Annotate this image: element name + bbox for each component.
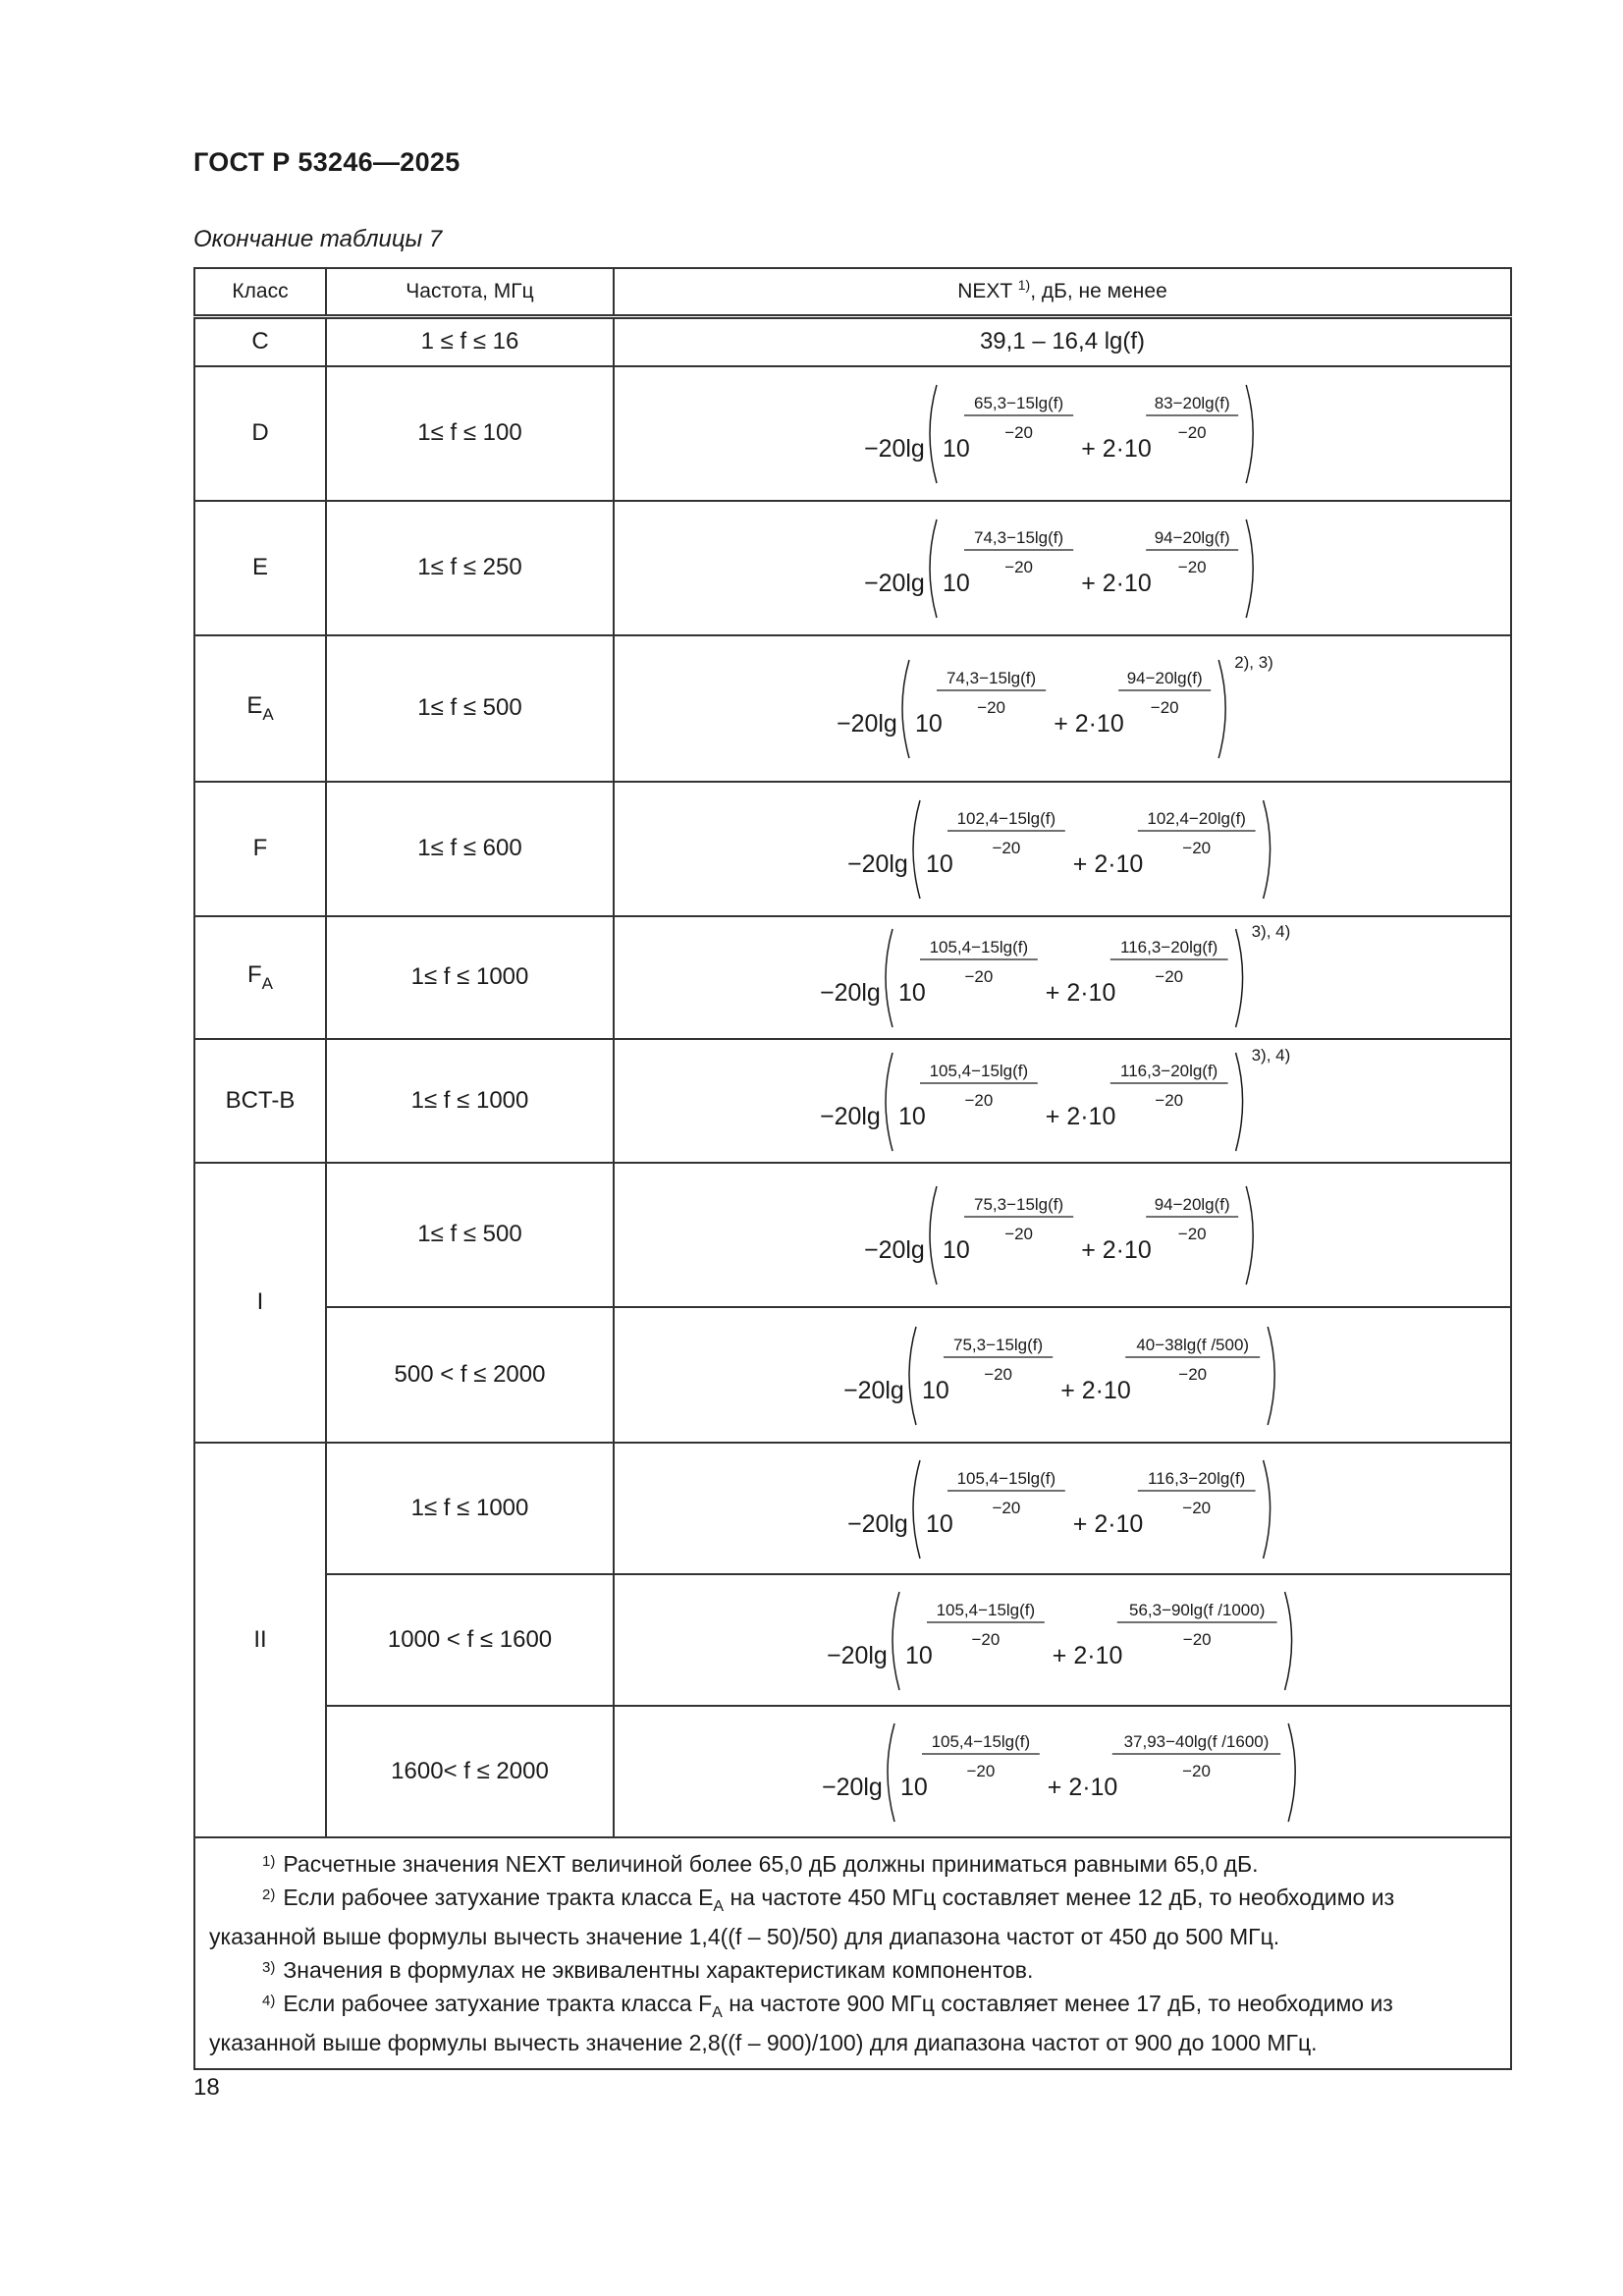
document-header: ГОСТ Р 53246—2025 <box>193 147 460 177</box>
class-cell: II <box>194 1443 326 1837</box>
header-frequency: Частота, МГц <box>326 268 614 317</box>
exponent-2-denominator: −20 <box>1151 697 1180 717</box>
exponent-2-denominator: −20 <box>1182 1761 1212 1780</box>
next-cell <box>614 1163 1511 1307</box>
frequency-cell: 1≤ f ≤ 1000 <box>326 1039 614 1163</box>
class-subscript: A <box>262 704 274 724</box>
table-row <box>194 1574 1511 1706</box>
formula-mid: + 2·10 <box>1048 1773 1118 1801</box>
exponent-1-denominator: −20 <box>977 697 1006 717</box>
exponent-2-denominator: −20 <box>1155 1090 1184 1110</box>
formula-base: 10 <box>943 1235 971 1264</box>
footnote-text: Если рабочее затухание тракта класса E <box>283 1884 714 1910</box>
class-cell: BCT-B <box>194 1039 326 1163</box>
exponent-1-denominator: −20 <box>992 1498 1021 1517</box>
frequency-cell: 1≤ f ≤ 1000 <box>326 1443 614 1574</box>
exponent-1-denominator: −20 <box>1004 422 1034 442</box>
footnote-mark: 3) <box>262 1958 276 1976</box>
class-cell <box>194 635 326 782</box>
formula-base: 10 <box>926 1509 953 1538</box>
frequency-cell: 1≤ f ≤ 250 <box>326 501 614 635</box>
formula-mid: + 2·10 <box>1046 978 1116 1007</box>
formula-mid: + 2·10 <box>1072 1509 1144 1538</box>
next-cell <box>614 1039 1511 1163</box>
exponent-1-numerator: 105,4−15lg(f) <box>956 1468 1056 1488</box>
frequency-cell: 1≤ f ≤ 500 <box>326 1163 614 1307</box>
next-cell <box>614 366 1511 501</box>
formula-graphic <box>843 1321 1281 1429</box>
exponent-2-numerator: 83−20lg(f) <box>1155 394 1231 413</box>
formula-lead: −20lg <box>842 1376 904 1404</box>
exponent-2-denominator: −20 <box>1155 966 1184 986</box>
formula-lead: −20lg <box>847 849 909 878</box>
header-next <box>614 268 1511 317</box>
formula-graphic <box>822 1718 1302 1826</box>
footnote-text-cont: на частоте 450 МГц составляет менее 12 дБ, то необходимо из указанной выше формулы вычесть значение 1,4((f – 50)/50) для диапазона частот от 450 до 500 МГц. <box>209 1884 1395 1949</box>
table-row <box>194 1163 1511 1307</box>
frequency-cell: 1600< f ≤ 2000 <box>326 1706 614 1837</box>
left-paren <box>902 660 909 758</box>
footnote-reference: 2), 3) <box>1234 654 1274 673</box>
next-cell <box>614 782 1511 916</box>
exponent-2-denominator: −20 <box>1178 1364 1208 1384</box>
class-cell: C <box>194 317 326 366</box>
footnote-2 <box>209 1880 1496 1952</box>
exponent-1-denominator: −20 <box>966 1761 996 1780</box>
formula-lead: −20lg <box>847 1509 909 1538</box>
next-table <box>193 267 1512 2070</box>
exponent-1-numerator: 105,4−15lg(f) <box>936 1600 1035 1619</box>
formula-lead: −20lg <box>837 709 898 738</box>
formula-graphic <box>827 1586 1299 1694</box>
formula-lead: −20lg <box>864 434 926 463</box>
left-paren <box>888 1723 894 1822</box>
exponent-1-numerator: 105,4−15lg(f) <box>932 1731 1031 1751</box>
next-formula <box>847 1454 1277 1562</box>
formula-mid: + 2·10 <box>1081 1235 1153 1264</box>
table-footnotes <box>194 1837 1511 2069</box>
exponent-1-numerator: 75,3−15lg(f) <box>974 1195 1064 1215</box>
left-paren <box>930 1186 937 1285</box>
formula-base: 10 <box>898 978 926 1007</box>
table-row <box>194 1706 1511 1837</box>
left-paren <box>930 385 937 483</box>
formula-base: 10 <box>921 1376 949 1404</box>
formula-graphic <box>820 1047 1305 1155</box>
exponent-2-denominator: −20 <box>1182 1629 1212 1649</box>
exponent-2-denominator: −20 <box>1178 422 1208 442</box>
right-paren <box>1264 1460 1271 1558</box>
footnote-reference: 3), 4) <box>1251 923 1291 942</box>
formula-mid: + 2·10 <box>1081 434 1153 463</box>
exponent-1-denominator: −20 <box>992 838 1021 857</box>
table-row <box>194 916 1511 1039</box>
exponent-2-numerator: 37,93−40lg(f /1600) <box>1123 1731 1270 1751</box>
right-paren <box>1268 1327 1274 1425</box>
footnote-3 <box>209 1952 1496 1986</box>
footnote-subscript: A <box>713 1897 725 1915</box>
table-row <box>194 1443 1511 1574</box>
footnote-1 <box>209 1846 1496 1880</box>
right-paren <box>1289 1723 1296 1822</box>
next-cell <box>614 916 1511 1039</box>
class-letter: E <box>246 691 263 719</box>
page-number: 18 <box>193 2074 220 2101</box>
exponent-1-numerator: 74,3−15lg(f) <box>947 669 1037 688</box>
exponent-1-denominator: −20 <box>964 1090 994 1110</box>
table-caption: Окончание таблицы 7 <box>193 226 443 252</box>
formula-mid: + 2·10 <box>1060 1376 1131 1404</box>
left-paren <box>886 1053 893 1151</box>
right-paren <box>1236 929 1243 1027</box>
frequency-cell: 500 < f ≤ 2000 <box>326 1307 614 1443</box>
exponent-1-numerator: 102,4−15lg(f) <box>956 809 1056 829</box>
next-formula <box>827 1586 1299 1694</box>
exponent-1-numerator: 74,3−15lg(f) <box>974 528 1064 548</box>
formula-lead: −20lg <box>864 1235 926 1264</box>
formula-base: 10 <box>926 849 953 878</box>
class-subscript: A <box>261 973 273 993</box>
formula-base: 10 <box>943 569 971 597</box>
right-paren <box>1264 800 1271 899</box>
left-paren <box>913 800 920 899</box>
frequency-cell: 1 ≤ f ≤ 16 <box>326 317 614 366</box>
class-cell: E <box>194 501 326 635</box>
class-cell: F <box>194 782 326 916</box>
next-formula <box>822 1718 1302 1826</box>
frequency-cell: 1≤ f ≤ 500 <box>326 635 614 782</box>
class-letter: F <box>246 960 262 988</box>
next-cell: 39,1 – 16,4 lg(f) <box>614 317 1511 366</box>
formula-base: 10 <box>900 1773 929 1801</box>
exponent-1-numerator: 105,4−15lg(f) <box>929 1061 1029 1080</box>
table-row <box>194 501 1511 635</box>
header-class: Класс <box>194 268 326 317</box>
exponent-2-denominator: −20 <box>1178 557 1208 576</box>
exponent-2-numerator: 102,4−20lg(f) <box>1147 809 1247 829</box>
formula-mid: + 2·10 <box>1072 849 1144 878</box>
right-paren <box>1247 1186 1254 1285</box>
right-paren <box>1236 1053 1243 1151</box>
formula-lead: −20lg <box>864 569 926 597</box>
formula-graphic <box>820 923 1305 1031</box>
notes-row <box>194 1837 1511 2069</box>
class-cell: I <box>194 1163 326 1443</box>
exponent-2-numerator: 94−20lg(f) <box>1155 528 1231 548</box>
exponent-1-numerator: 105,4−15lg(f) <box>929 938 1029 957</box>
next-formula <box>820 1047 1305 1155</box>
exponent-2-numerator: 40−38lg(f /500) <box>1136 1335 1249 1354</box>
footnote-mark: 4) <box>262 1992 276 2009</box>
exponent-2-numerator: 116,3−20lg(f) <box>1148 1468 1246 1488</box>
formula-base: 10 <box>898 1102 926 1130</box>
footnote-subscript: A <box>712 2003 723 2021</box>
exponent-1-denominator: −20 <box>971 1629 1001 1649</box>
exponent-2-numerator: 116,3−20lg(f) <box>1120 938 1218 957</box>
next-cell <box>614 501 1511 635</box>
next-formula <box>820 923 1305 1031</box>
formula-lead: −20lg <box>820 1102 882 1130</box>
formula-base: 10 <box>904 1641 933 1669</box>
formula-graphic <box>864 379 1260 487</box>
table-row <box>194 317 1511 366</box>
formula-base: 10 <box>943 434 971 463</box>
footnote-mark: 2) <box>262 1886 276 1903</box>
exponent-2-denominator: −20 <box>1182 838 1212 857</box>
next-formula <box>843 1321 1281 1429</box>
exponent-2-numerator: 56,3−90lg(f /1000) <box>1128 1600 1266 1619</box>
frequency-cell: 1≤ f ≤ 100 <box>326 366 614 501</box>
exponent-1-numerator: 65,3−15lg(f) <box>974 394 1064 413</box>
exponent-1-denominator: −20 <box>984 1364 1012 1384</box>
frequency-cell: 1≤ f ≤ 600 <box>326 782 614 916</box>
next-formula <box>864 514 1260 622</box>
next-cell <box>614 1574 1511 1706</box>
frequency-cell: 1000 < f ≤ 1600 <box>326 1574 614 1706</box>
formula-lead: −20lg <box>820 978 882 1007</box>
exponent-2-numerator: 94−20lg(f) <box>1127 669 1204 688</box>
table-row <box>194 635 1511 782</box>
right-paren <box>1219 660 1226 758</box>
footnote-text-cont: на частоте 900 МГц составляет менее 17 дБ, то необходимо из указанной выше формулы вычесть значение 2,8((f – 900)/100) для диапазона частот от 900 до 1000 МГц. <box>209 1990 1393 2055</box>
footnote-text: Расчетные значения NEXT величиной более 65,0 дБ должны приниматься равными 65,0 дБ. <box>283 1850 1259 1877</box>
table-row <box>194 366 1511 501</box>
exponent-1-numerator: 75,3−15lg(f) <box>952 1335 1044 1354</box>
formula-graphic <box>864 1180 1260 1288</box>
next-cell <box>614 1443 1511 1574</box>
next-cell <box>614 1307 1511 1443</box>
left-paren <box>913 1460 920 1558</box>
exponent-2-denominator: −20 <box>1178 1224 1208 1243</box>
exponent-2-numerator: 94−20lg(f) <box>1155 1195 1231 1215</box>
header-next-prefix: NEXT <box>957 280 1012 302</box>
formula-mid: + 2·10 <box>1081 569 1153 597</box>
right-paren <box>1247 519 1254 618</box>
footnote-reference: 3), 4) <box>1251 1046 1291 1065</box>
footnote-text: Значения в формулах не эквивалентны характеристикам компонентов. <box>283 1956 1034 1983</box>
table-row <box>194 1307 1511 1443</box>
right-paren <box>1247 385 1254 483</box>
exponent-1-denominator: −20 <box>964 966 994 986</box>
exponent-2-denominator: −20 <box>1182 1498 1212 1517</box>
formula-lead: −20lg <box>826 1641 888 1669</box>
exponent-2-numerator: 116,3−20lg(f) <box>1120 1061 1218 1080</box>
header-next-suffix: , дБ, не менее <box>1030 280 1167 302</box>
next-formula <box>837 654 1287 762</box>
formula-lead: −20lg <box>822 1773 884 1801</box>
formula-mid: + 2·10 <box>1054 709 1125 738</box>
exponent-1-denominator: −20 <box>1004 557 1034 576</box>
next-formula <box>847 794 1277 902</box>
left-paren <box>930 519 937 618</box>
formula-mid: + 2·10 <box>1046 1102 1116 1130</box>
footnote-mark: 1) <box>262 1852 276 1870</box>
exponent-1-denominator: −20 <box>1004 1224 1034 1243</box>
formula-graphic <box>864 514 1260 622</box>
next-cell <box>614 1706 1511 1837</box>
left-paren <box>909 1327 916 1425</box>
left-paren <box>893 1592 899 1690</box>
formula-graphic <box>837 654 1287 762</box>
footnote-text: Если рабочее затухание тракта класса F <box>283 1990 713 2016</box>
frequency-cell: 1≤ f ≤ 1000 <box>326 916 614 1039</box>
class-cell: D <box>194 366 326 501</box>
footnote-4 <box>209 1986 1496 2058</box>
formula-base: 10 <box>915 709 944 738</box>
class-cell <box>194 916 326 1039</box>
formula-graphic <box>847 794 1277 902</box>
next-formula <box>864 1180 1260 1288</box>
next-cell <box>614 635 1511 782</box>
table-row <box>194 782 1511 916</box>
left-paren <box>886 929 893 1027</box>
table-row <box>194 1039 1511 1163</box>
right-paren <box>1284 1592 1291 1690</box>
next-formula <box>864 379 1260 487</box>
header-next-footnote: 1) <box>1017 277 1031 293</box>
formula-graphic <box>847 1454 1277 1562</box>
formula-mid: + 2·10 <box>1052 1641 1123 1669</box>
table-header-row <box>194 268 1511 317</box>
